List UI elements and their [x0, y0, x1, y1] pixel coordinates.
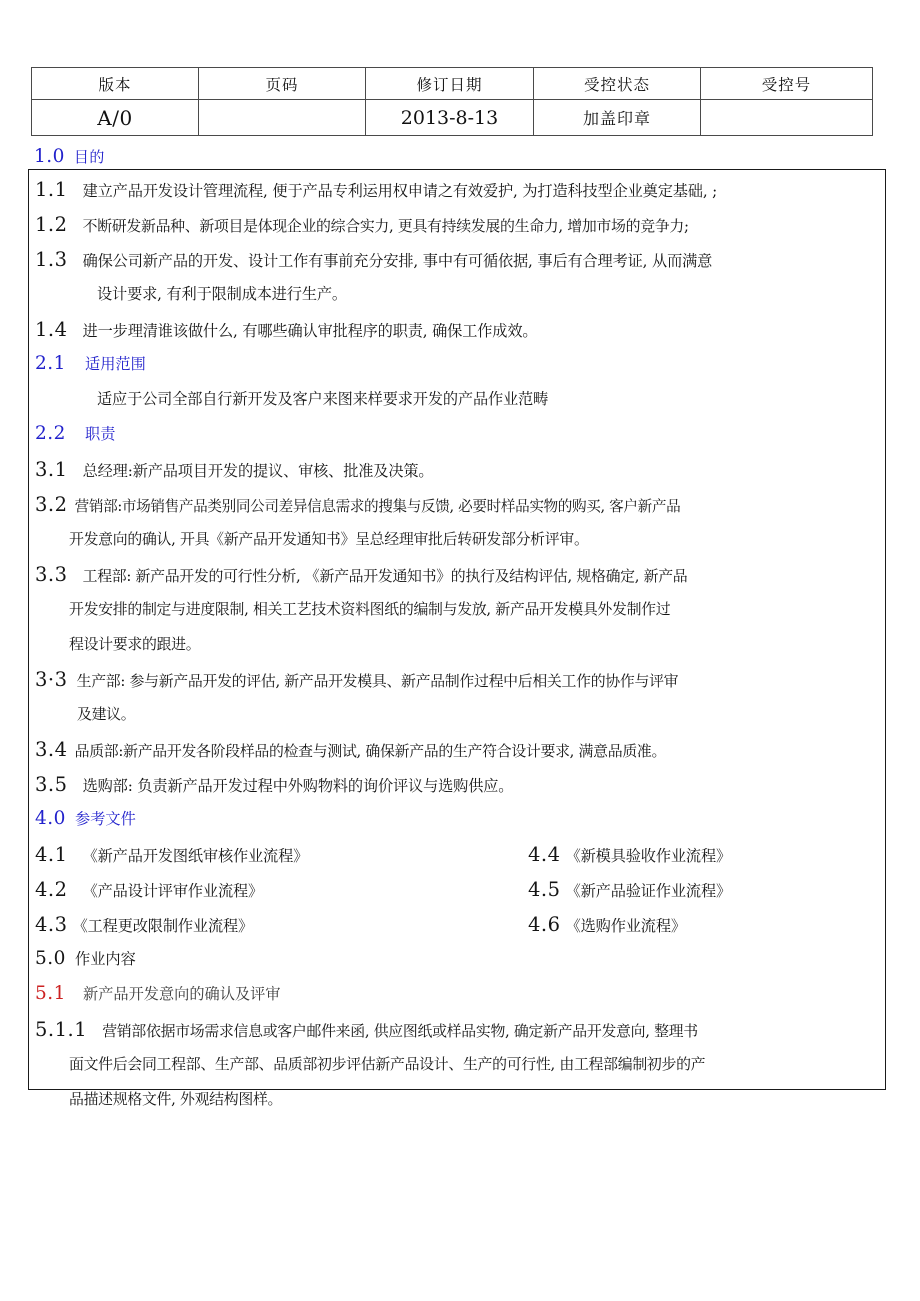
cell-revision-date: 2013-8-13 [366, 100, 534, 136]
clause-3-3-continued-1 [69, 598, 670, 619]
clause-text: 建立产品开发设计管理流程, 便于产品专利运用权申请之有效爱护, 为打造科技型企业奠定基础, ; [82, 182, 718, 200]
col-header-page-number: 页码 [199, 68, 366, 100]
clause-number: 3.5 [35, 773, 68, 796]
cell-version: A/0 [32, 100, 199, 136]
reference-4-4 [528, 843, 731, 866]
revision-header-table [31, 67, 873, 136]
reference-text: 《选购作业流程》 [565, 917, 686, 935]
col-header-control-status: 受控状态 [534, 68, 701, 100]
cell-page-number [199, 100, 366, 136]
reference-number: 4.5 [528, 878, 561, 901]
clause-text: 营销部依据市场需求信息或客户邮件来函, 供应图纸或样品实物, 确定新产品开发意向, 整理书 [102, 1022, 698, 1040]
reference-4-3 [35, 913, 253, 936]
reference-4-6 [528, 913, 686, 936]
reference-text: 《新模具验收作业流程》 [565, 847, 732, 865]
clause-text: 开发安排的制定与进度限制, 相关工艺技术资料图纸的编制与发放, 新产品开发模具外发制作过 [69, 600, 671, 618]
clause-3-4 [35, 738, 666, 761]
reference-number: 4.3 [35, 913, 68, 936]
clause-1-3 [35, 248, 712, 271]
clause-text: 适应于公司全部自行新开发及客户来图来样要求开发的产品作业范畴 [97, 390, 549, 408]
section-number: 2.2 [35, 423, 66, 444]
clause-3-3-production-continued [77, 703, 135, 724]
reference-text: 《工程更改限制作业流程》 [72, 917, 254, 935]
clause-number: 1.2 [35, 213, 68, 236]
reference-4-1 [35, 843, 308, 866]
clause-3-3-continued-2 [69, 633, 200, 654]
clause-2-1-body [97, 388, 548, 409]
clause-text: 工程部: 新产品开发的可行性分析, 《新产品开发通知书》的执行及结构评估, 规格确定, 新产品 [82, 567, 688, 585]
section-number: 4.0 [35, 808, 66, 829]
clause-number: 1.3 [35, 248, 68, 271]
reference-number: 4.1 [35, 843, 68, 866]
section-heading-2-2 [35, 423, 115, 444]
clause-text: 品质部:新产品开发各阶段样品的检查与测试, 确保新产品的生产符合设计要求, 满意品质准。 [74, 742, 667, 760]
clause-text: 生产部: 参与新产品开发的评估, 新产品开发模具、新产品制作过程中后相关工作的协作与评审 [76, 672, 679, 690]
section-title: 参考文件 [75, 810, 136, 828]
reference-number: 4.4 [528, 843, 561, 866]
section-title: 职责 [85, 425, 116, 443]
main-content-box [28, 169, 886, 1108]
clause-text: 及建议。 [77, 705, 136, 723]
section-heading-5-0 [35, 948, 136, 969]
clause-text: 进一步理清谁该做什么, 有哪些确认审批程序的职责, 确保工作成效。 [82, 322, 538, 340]
clause-number: 1.1 [35, 178, 68, 201]
section-heading-5-1 [35, 983, 280, 1004]
clause-text: 营销部:市场销售产品类别同公司差异信息需求的搜集与反馈, 必要时样品实物的购买, 客户新产品 [74, 498, 681, 515]
section-title: 适用范围 [85, 355, 146, 373]
clause-5-1-1-continued-2 [69, 1088, 282, 1109]
reference-text: 《产品设计评审作业流程》 [82, 882, 264, 900]
clause-3-1 [35, 458, 433, 481]
clause-5-1-1-continued-1 [69, 1053, 705, 1074]
clause-3-3-engineering [35, 563, 687, 586]
clause-1-4 [35, 318, 537, 341]
clause-number: 3.3 [35, 563, 68, 586]
clause-number: 3.1 [35, 458, 68, 481]
clause-text: 确保公司新产品的开发、设计工作有事前充分安排, 事中有可循依据, 事后有合理考证, 从而满意 [82, 252, 713, 270]
clause-3-5 [35, 773, 513, 796]
clause-text: 面文件后会同工程部、生产部、品质部初步评估新产品设计、生产的可行性, 由工程部编制初步的产 [69, 1055, 706, 1073]
clause-3-2 [35, 493, 680, 516]
clause-number: 3·3 [35, 668, 68, 691]
section-number: 1.0 [34, 146, 65, 167]
section-title: 目的 [73, 148, 105, 166]
reference-text: 《新产品开发图纸审核作业流程》 [82, 847, 309, 865]
clause-text: 程设计要求的跟进。 [69, 635, 201, 653]
section-heading-4-0 [35, 808, 136, 829]
clause-text: 总经理:新产品项目开发的提议、审核、批准及决策。 [82, 462, 434, 480]
section-heading-1-0 [34, 146, 105, 167]
clause-1-1 [35, 178, 717, 201]
reference-4-5 [528, 878, 731, 901]
clause-text: 开发意向的确认, 开具《新产品开发通知书》呈总经理审批后转研发部分析评审。 [69, 530, 589, 548]
section-title: 作业内容 [75, 950, 136, 968]
col-header-version: 版本 [32, 68, 199, 100]
cell-control-status: 加盖印章 [534, 100, 701, 136]
clause-1-2 [35, 213, 689, 236]
reference-number: 4.2 [35, 878, 68, 901]
clause-3-2-continued [69, 528, 589, 549]
clause-text: 品描述规格文件, 外观结构图样。 [69, 1090, 283, 1108]
clause-number: 3.2 [35, 493, 68, 516]
clause-number: 3.4 [35, 738, 68, 761]
clause-3-3-production [35, 668, 678, 691]
table-value-row [32, 100, 873, 136]
cell-control-number [701, 100, 873, 136]
clause-text: 不断研发新品种、新项目是体现企业的综合实力, 更具有持续发展的生命力, 增加市场的竞争力; [82, 217, 689, 235]
col-header-control-number: 受控号 [701, 68, 873, 100]
clause-text: 选购部: 负责新产品开发过程中外购物料的询价评议与选购供应。 [82, 777, 514, 795]
section-number: 5.1 [35, 983, 66, 1004]
reference-text: 《新产品验证作业流程》 [565, 882, 732, 900]
section-number: 5.0 [35, 948, 66, 969]
clause-1-3-continued [97, 283, 347, 304]
col-header-revision-date: 修订日期 [366, 68, 534, 100]
clause-number: 5.1.1 [35, 1018, 88, 1041]
reference-4-2 [35, 878, 263, 901]
section-number: 2.1 [35, 353, 66, 374]
table-header-row [32, 68, 873, 100]
clause-number: 1.4 [35, 318, 68, 341]
reference-number: 4.6 [528, 913, 561, 936]
section-heading-2-1 [35, 353, 146, 374]
clause-5-1-1 [35, 1018, 698, 1041]
section-title: 新产品开发意向的确认及评审 [83, 985, 281, 1003]
clause-text: 设计要求, 有利于限制成本进行生产。 [97, 285, 347, 303]
